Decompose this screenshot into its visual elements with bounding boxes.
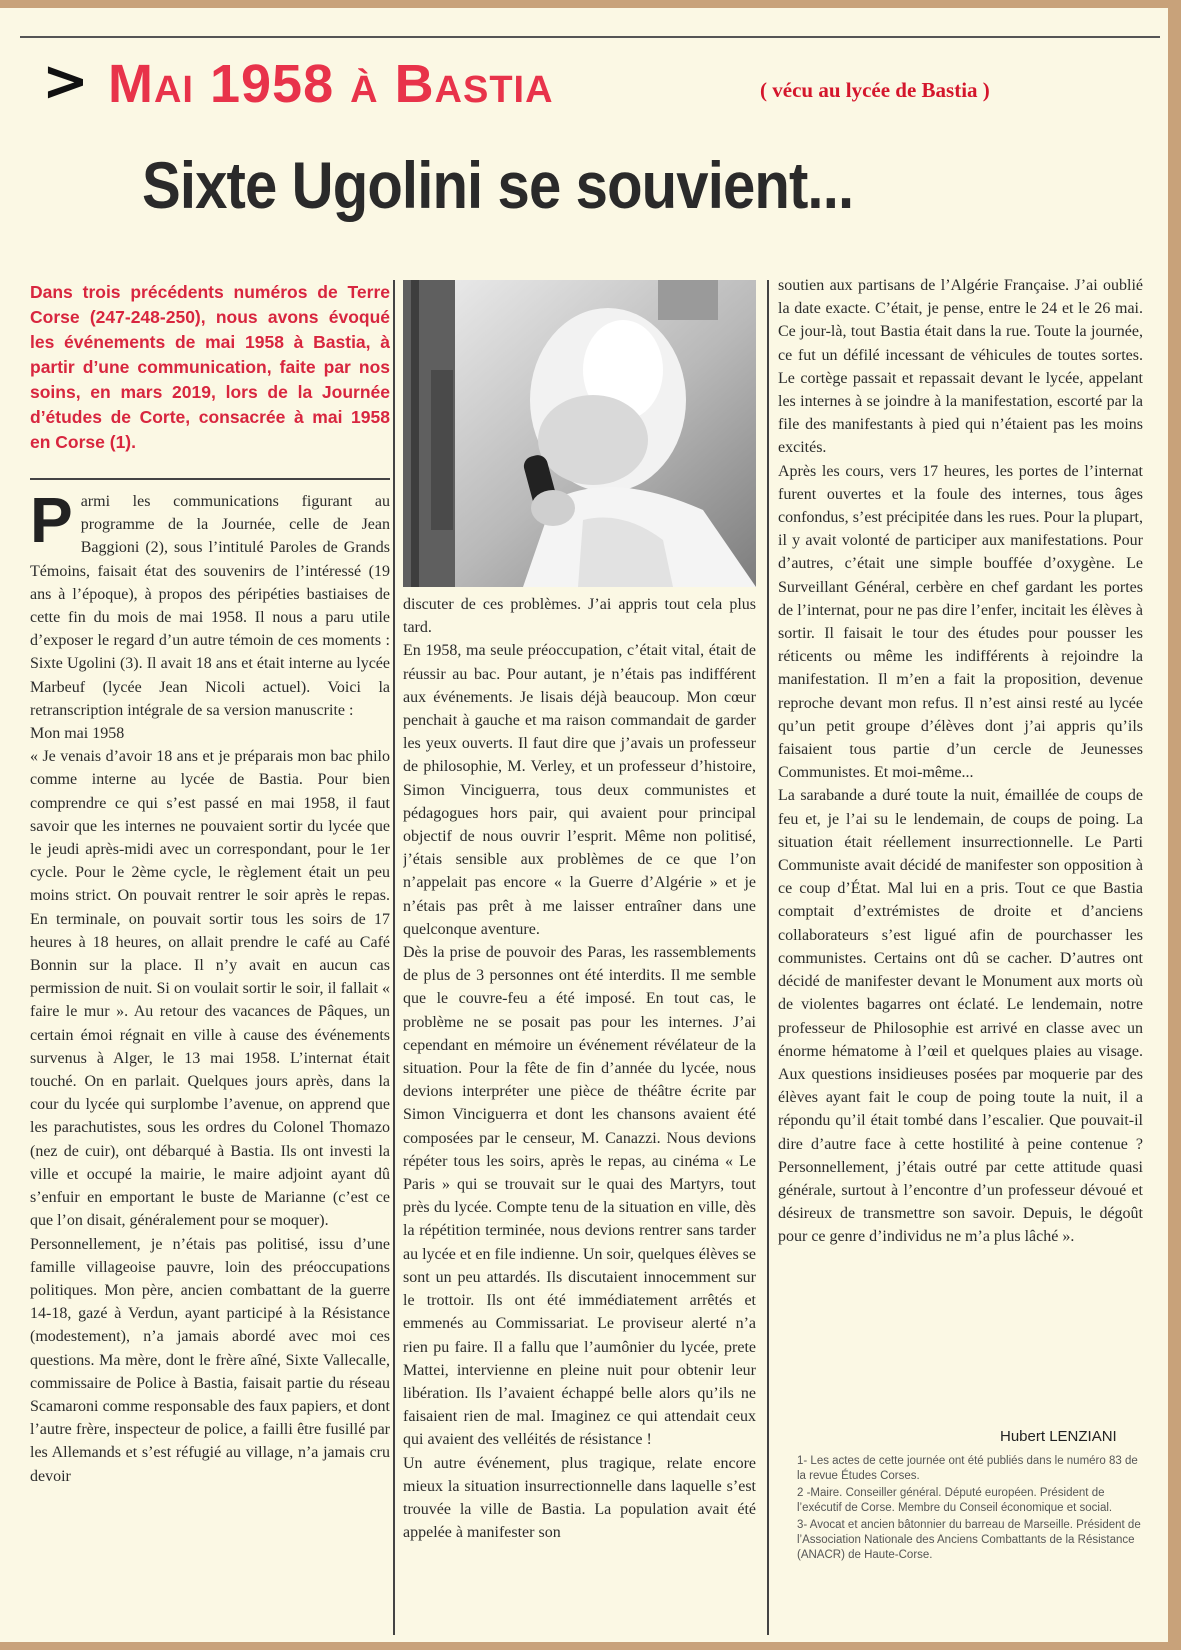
column-1-paragraph-3: « Je venais d’avoir 18 ans et je préparais mon bac philo comme interne au lycée de Bastia. Pour bien comprendre ce qui s’est passé en mai 1958, il faut savoir que les internes ne pouvaient sortir du lycée que le jeudi après-midi avec un correspondant, pour le 1er cycle. Pour le 2ème cycle, le règlement était un peu moins strict. On pouvait rentrer le soir après le repas. En terminale, on pouvait sortir tous les soirs de 17 heures à 18 heures, on allait prendre le café au Café Bonnin sur la place. Il n’y avait en aucun cas permission de nuit. Si on voulait sortir le soir, il fallait « faire le mur ». Au retour des vacances de Pâques, un certain émoi régnait en ville à cause des événements survenus à Alger, le 13 mai 1958. L’internat était touché. On en parlait. Quelques jours après, dans la cour du lycée qui surplombe l’avenue, on apprend que les parachutistes, sous les ordres du Colonel Thomazo (nez de cuir), ont débarqué à Bastia. Ils ont investi la ville et occupé la mairie, le maire adjoint ayant dû s’enfuir en emportant le buste de Marianne (c’est ce que l’on disait, généralement pour se moquer). (30, 748, 390, 1230)
author-signature: Hubert LENZIANI (1000, 1428, 1117, 1445)
column-rule-1 (393, 280, 395, 1635)
column-1-paragraph-2: Mon mai 1958 (30, 725, 125, 743)
column-1-paragraph-4: Personnellement, je n’étais pas politisé, issu d’une famille villageoise pauvre, loin des préoccupations politiques. Mon père, ancien combattant de la guerre 14-18, gazé à Verdun, ayant participé à la Résistance (modestement), n’a jamais abordé avec moi ces questions. Ma mère, dont le frère aîné, Sixte Vallecalle, commissaire de Police à Bastia, faisait partie du réseau Scamaroni comme responsable des faux papiers, et dont l’autre frère, inspecteur de police, a failli être fusillé par les Allemands et s’est réfugié au village, n’a jamais cru devoir (30, 1235, 390, 1485)
header-rule (20, 36, 1160, 38)
column-3 (778, 274, 1143, 1419)
footnotes (797, 1454, 1147, 1565)
column-2-paragraph-4: Un autre événement, plus tragique, relate encore mieux la situation insurrectionnelle dans laquelle s’est trouvée la ville de Bastia. La population avait été appelée à manifester son (403, 1454, 756, 1542)
column-2-paragraph-1: discuter de ces problèmes. J’ai appris tout cela plus tard. (403, 596, 756, 637)
footnote-2: 2 -Maire. Conseiller général. Député européen. Président de l’exécutif de Corse. Membre du Conseil économique et social. (797, 1487, 1113, 1514)
article-photo (403, 280, 756, 587)
column-3-paragraph-2: Après les cours, vers 17 heures, les portes de l’internat furent ouvertes et la foule des internes, tous âges confondus, s’est précipitée dans les rues. Pour la plupart, il y avait volonté de participer aux manifestations. Pour d’autres, c’était une simple bouffée d’oxygène. Le Surveillant Général, cerbère en chef gardant les portes de l’internat, pour ne pas dire l’enfer, incitait les élèves à sortir. Il faisait le tour des études pour pousser les réticents ou même les indifférents à rejoindre la manifestation. Il m’en a fait la proposition, devenue reproche devant mon refus. Il n’est ainsi resté au lycée qu’un petit groupe d’élèves dont j’ai appris qu’ils faisaient tous partie d’un cercle de Jeunesses Communistes. Et moi-même... (778, 462, 1143, 782)
column-3-paragraph-1: soutien aux partisans de l’Algérie Française. J’ai oublié la date exacte. C’était, je pense, entre le 24 et le 26 mai. Ce jour-là, tout Bastia était dans la rue. Toute la journée, ce fut un défilé incessant de véhicules de toutes sortes. Le cortège passait et repassait devant le lycée, appelant les internes à se joindre à la manifestation, escorté par la file des manifestants à pied qui n’étaient pas les moins excités. (778, 277, 1143, 457)
intro-rule (30, 478, 390, 480)
section-kicker: Mai 1958 à Bastia (108, 54, 554, 114)
footnote-3: 3- Avocat et ancien bâtonnier du barreau de Marseille. Président de l’Association Nationale des Anciens Combattants de la Résistance (ANACR) de Haute-Corse. (797, 1519, 1141, 1561)
page-border-top (0, 0, 1181, 8)
page-border-right (1168, 0, 1181, 1650)
column-2 (403, 593, 756, 1638)
section-subtitle: ( vécu au lycée de Bastia ) (760, 78, 990, 102)
footnote-1: 1- Les actes de cette journée ont été publiés dans le numéro 83 de la revue Études Corses. (797, 1455, 1138, 1482)
column-2-paragraph-3: Dès la prise de pouvoir des Paras, les rassemblements de plus de 3 personnes ont été interdits. Il me semble que le couvre-feu a été imposé. En tout cas, le problème ne se posait pas pour les internes. J’ai cependant en mémoire un événement révélateur de la situation. Pour la fête de fin d’année du lycée, nous devions interpréter une pièce de théâtre écrite par Simon Vinciguerra et dont les chansons avaient été composées par le censeur, M. Canazzi. Nous devions répéter tous les soirs, après le repas, au cinéma « Le Paris » qui se trouvait sur le quai des Martyrs, tout près du lycée. Compte tenu de la situation en ville, dès la répétition terminée, nous devions rentrer sans tarder au lycée et en file indienne. Un soir, quelques élèves se sont un peu attardés. Ils discutaient innocemment sur le trottoir. Ils ont été immédiatement arrêtés et emmenés au Commissariat. Le proviseur alerté n’a rien pu faire. Il a fallu que l’aumônier du lycée, prete Mattei, intervienne en pleine nuit pour obtenir leur libération. Ils l’avaient échappé belle alors qu’ils ne faisaient rien de mal. Imaginez ce qui attendait ceux qui avaient des velléités de résistance ! (403, 944, 756, 1449)
section-arrow: > (42, 49, 89, 114)
column-1-paragraph-1: armi les communications figurant au programme de la Journée, celle de Jean Baggioni (2), sous l’intitulé Paroles de Grands Témoins, faisait état des souvenirs de l’intéressé (19 ans à l’époque), à propos des péripéties bastiaises de cette fin du mois de mai 1958. Il nous a paru utile d’exposer le regard d’un autre témoin de ces moments : Sixte Ugolini (3). Il avait 18 ans et était interne au lycée Marbeuf (lycée Jean Nicoli actuel). Voici la retranscription intégrale de sa version manuscrite : (30, 493, 390, 719)
drop-cap: P (30, 490, 73, 556)
photo-portrait-image (403, 280, 756, 587)
article-intro: Dans trois précédents numéros de Terre Corse (247-248-250), nous avons évoqué les événements de mai 1958 à Bastia, à partir d’une communication, faite par nos soins, en mars 2019, lors de la Journée d’études de Corte, consacrée à mai 1958 en Corse (1). (30, 282, 390, 452)
column-2-paragraph-2: En 1958, ma seule préoccupation, c’était vital, était de réussir au bac. Pour autant, je n’étais pas indifférent aux événements. Je lisais déjà beaucoup. Mon cœur penchait à gauche et ma raison commandait de garder les yeux ouverts. Il faut dire que j’avais un professeur de philosophie, M. Verley, et un professeur d’histoire, Simon Vinciguerra, tous deux communistes et pédagogues hors pair, qui avaient pour principal objectif de nous ouvrir l’esprit. Même non politisé, j’étais sensible aux problèmes de ce que l’on n’appelait pas encore « la Guerre d’Algérie » et je n’étais pas prêt à me laisser entraîner dans une quelconque aventure. (403, 642, 756, 938)
article-headline: Sixte Ugolini se souvient... (142, 148, 854, 222)
column-rule-2 (767, 280, 769, 1635)
page-border-bottom (0, 1642, 1181, 1650)
column-1 (30, 490, 390, 1640)
column-3-paragraph-3: La sarabande a duré toute la nuit, émaillée de coups de feu et, je l’ai su le lendemain, de coups de poing. La situation était réellement insurrectionnelle. Le Parti Communiste avait décidé de manifester son opposition à ce coup d’État. Mal lui en a pris. Tout ce que Bastia comptait d’extrémistes de droite et d’anciens collaborateurs s’est ligué afin de pourchasser les communistes. Certains ont dû se cacher. D’autres ont décidé de manifester devant le Monument aux morts où de violentes bagarres ont éclaté. Le lendemain, notre professeur de Philosophie est arrivé en classe avec un énorme hématome à l’œil et quelques plaies au visage. Aux questions insidieuses posées par moquerie par des élèves ayant fait le coup de poing toute la nuit, il a répondu qu’il était tombé dans l’escalier. Que pouvait-il dire d’autre face à cette hostilité à peine contenue ? Personnellement, j’étais outré par cette attitude quasi générale, surtout à l’encontre d’un professeur dévoué et désireux de transmettre son savoir. Depuis, le dégoût pour ce genre d’individus ne m’a plus lâché ». (778, 787, 1143, 1246)
